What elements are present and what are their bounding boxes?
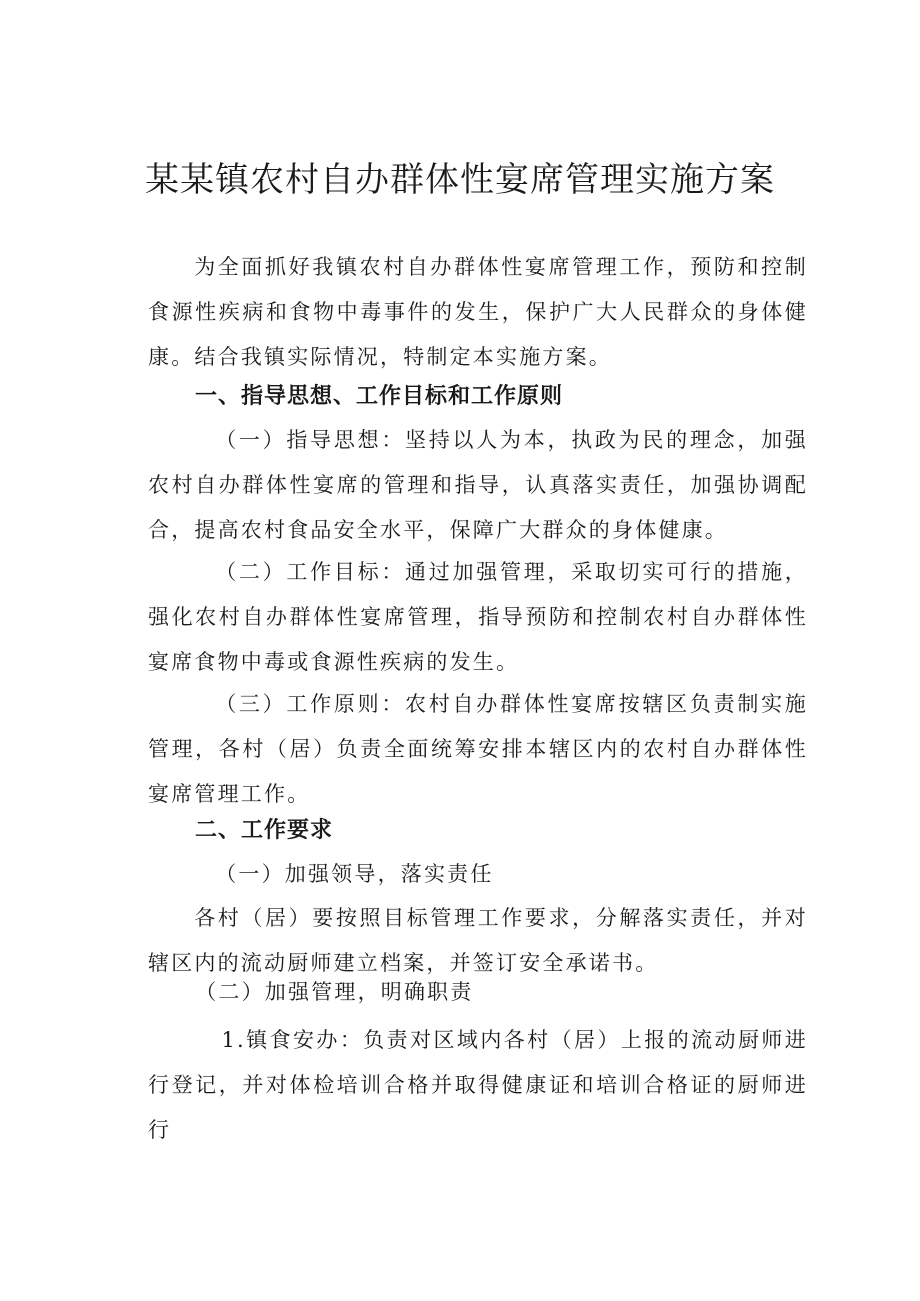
section1-paragraph-guiding-thought: （一）指导思想：坚持以人为本，执政为民的理念，加强农村自办群体性宴席的管理和指导，认真落实责任，加强协调配合，提高农村食品安全水平，保障广大群众的身体健康。	[148, 428, 808, 542]
intro-paragraph: 为全面抓好我镇农村自办群体性宴席管理工作，预防和控制食源性疾病和食物中毒事件的发生，保护广大人民群众的身体健康。结合我镇实际情况，特制定本实施方案。	[148, 255, 808, 369]
section1-paragraph-work-goal: （二）工作目标：通过加强管理，采取切实可行的措施，强化农村自办群体性宴席管理，指导预防和控制农村自办群体性宴席食物中毒或食源性疾病的发生。	[148, 560, 808, 674]
section2-paragraph-2: 1.镇食安办：负责对区域内各村（居）上报的流动厨师进行登记，并对体检培训合格并取得健康证和培训合格证的厨师进行	[148, 1028, 808, 1142]
section2-subheading-1: （一）加强领导，落实责任	[215, 862, 494, 886]
section1-paragraph-work-principle: （三）工作原则：农村自办群体性宴席按辖区负责制实施管理，各村（居）负责全面统筹安排本辖区内的农村自办群体性宴席管理工作。	[148, 692, 808, 806]
section-heading-2: 二、工作要求	[195, 818, 334, 843]
section-heading-1: 一、指导思想、工作目标和工作原则	[195, 384, 564, 409]
document-title: 某某镇农村自办群体性宴席管理实施方案	[145, 160, 775, 200]
section2-paragraph-1: 各村（居）要按照目标管理工作要求，分解落实责任，并对辖区内的流动厨师建立档案，并签订安全承诺书。	[148, 906, 808, 975]
section2-subheading-2: （二）加强管理，明确职责	[195, 980, 474, 1004]
